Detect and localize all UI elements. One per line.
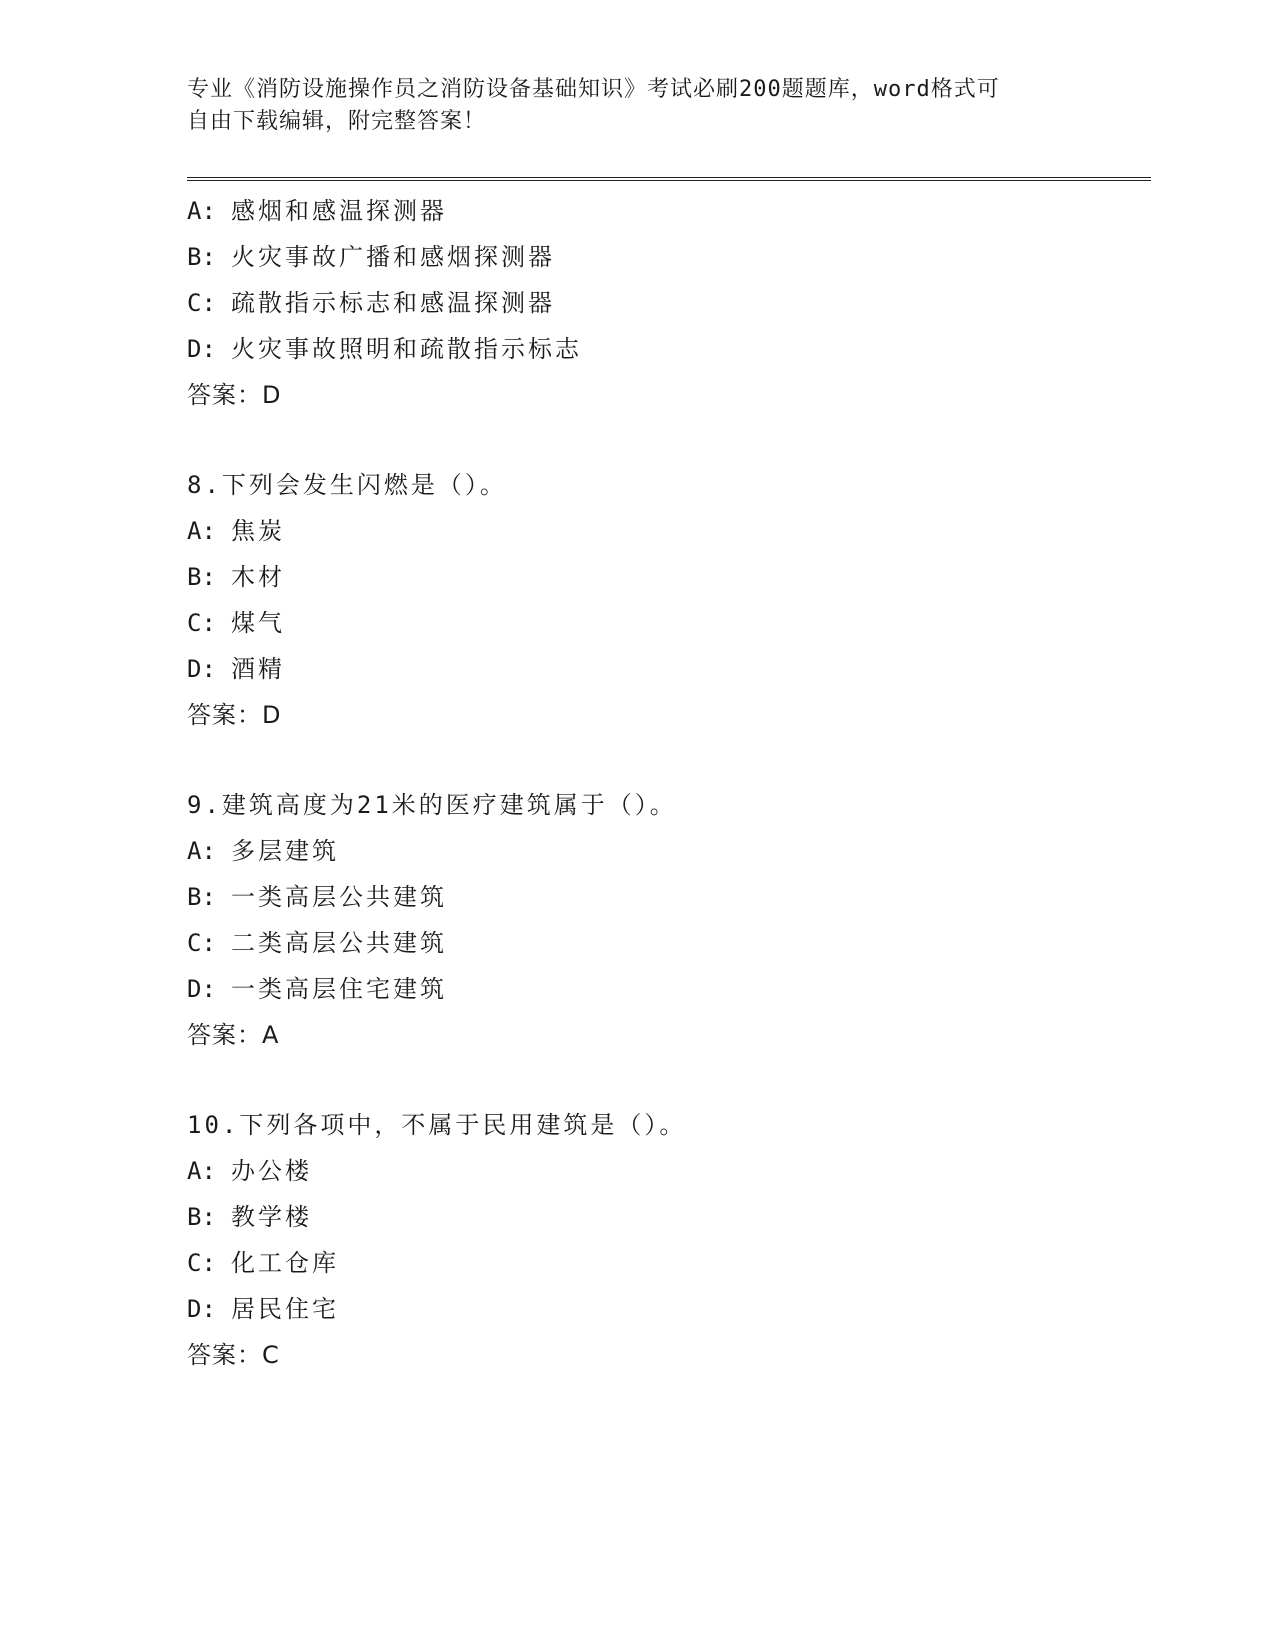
option-label: C:	[187, 289, 216, 317]
option-text: 多层建筑	[231, 837, 339, 865]
option-text: 火灾事故照明和疏散指示标志	[231, 335, 582, 363]
question-text: 10.下列各项中，不属于民用建筑是（）。	[187, 1111, 687, 1139]
option-label: A:	[187, 197, 216, 225]
option-b	[187, 554, 1147, 600]
document-page	[187, 0, 1147, 1650]
option-label: D:	[187, 335, 216, 363]
option-text: 煤气	[231, 609, 285, 637]
answer-line: 答案：C	[187, 1341, 280, 1369]
option-text: 木材	[231, 563, 285, 591]
option-a	[187, 188, 1147, 234]
option-label: B:	[187, 243, 216, 271]
option-c	[187, 920, 1147, 966]
header-divider	[187, 177, 1151, 181]
option-text: 焦炭	[231, 517, 285, 545]
header-line-1: 专业《消防设施操作员之消防设备基础知识》考试必刷200题题库，word格式可	[187, 77, 1000, 102]
option-text: 化工仓库	[231, 1249, 339, 1277]
spacer	[187, 418, 1147, 462]
option-b	[187, 1194, 1147, 1240]
option-label: B:	[187, 1203, 216, 1231]
option-text: 酒精	[231, 655, 285, 683]
option-text: 居民住宅	[231, 1295, 339, 1323]
question-list	[187, 188, 1147, 1378]
option-d	[187, 326, 1147, 372]
question-10-block	[187, 1102, 1147, 1378]
option-a	[187, 1148, 1147, 1194]
option-text: 一类高层公共建筑	[231, 883, 447, 911]
option-a	[187, 508, 1147, 554]
question-9-block	[187, 782, 1147, 1058]
option-b	[187, 234, 1147, 280]
option-text: 一类高层住宅建筑	[231, 975, 447, 1003]
option-label: C:	[187, 1249, 216, 1277]
option-text: 办公楼	[231, 1157, 312, 1185]
option-label: A:	[187, 837, 216, 865]
option-label: D:	[187, 975, 216, 1003]
option-d	[187, 966, 1147, 1012]
option-a	[187, 828, 1147, 874]
option-text: 火灾事故广播和感烟探测器	[231, 243, 555, 271]
option-label: A:	[187, 1157, 216, 1185]
spacer	[187, 738, 1147, 782]
question-text: 8.下列会发生闪燃是（）。	[187, 471, 507, 499]
spacer	[187, 1058, 1147, 1102]
question-text: 9.建筑高度为21米的医疗建筑属于（）。	[187, 791, 677, 819]
option-c	[187, 1240, 1147, 1286]
option-label: B:	[187, 563, 216, 591]
option-text: 教学楼	[231, 1203, 312, 1231]
option-d	[187, 646, 1147, 692]
option-c	[187, 600, 1147, 646]
option-label: C:	[187, 929, 216, 957]
question-8-block	[187, 462, 1147, 738]
option-b	[187, 874, 1147, 920]
question-7-block	[187, 188, 1147, 418]
option-label: D:	[187, 1295, 216, 1323]
answer-line: 答案：D	[187, 381, 282, 409]
option-label: C:	[187, 609, 216, 637]
option-d	[187, 1286, 1147, 1332]
option-label: D:	[187, 655, 216, 683]
document-header	[187, 74, 1067, 138]
option-text: 感烟和感温探测器	[231, 197, 447, 225]
option-text: 二类高层公共建筑	[231, 929, 447, 957]
option-text: 疏散指示标志和感温探测器	[231, 289, 555, 317]
option-c	[187, 280, 1147, 326]
answer-line: 答案：D	[187, 701, 282, 729]
option-label: B:	[187, 883, 216, 911]
header-line-2: 自由下载编辑，附完整答案！	[187, 109, 487, 134]
option-label: A:	[187, 517, 216, 545]
answer-line: 答案：A	[187, 1021, 280, 1049]
